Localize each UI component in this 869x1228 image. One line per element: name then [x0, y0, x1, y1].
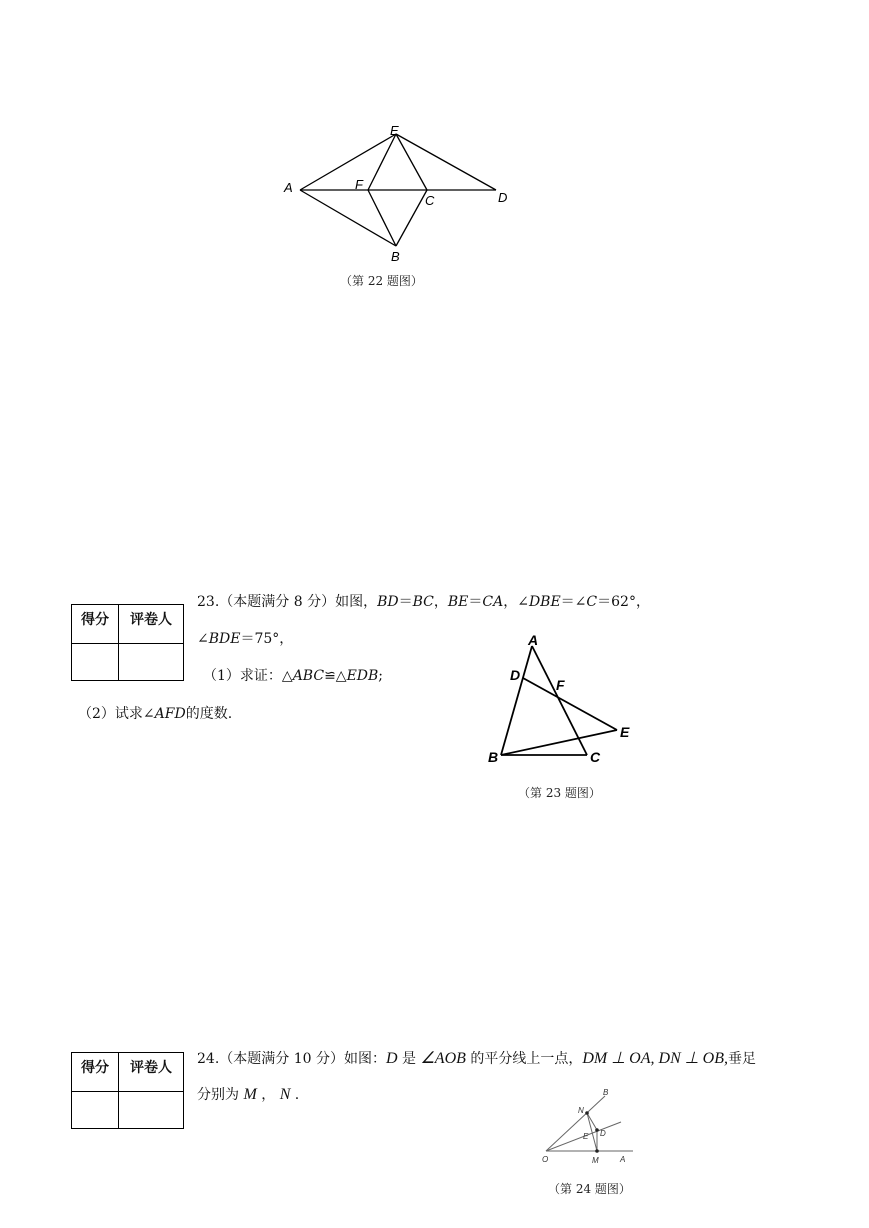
foot-text: 垂足: [728, 1051, 756, 1067]
fig24-label-e: E: [583, 1132, 589, 1141]
fig24-dot-m: [595, 1149, 599, 1153]
fig22-label-a: A: [284, 180, 293, 195]
q24-score-table: [71, 1052, 184, 1129]
fig24-label-n: N: [578, 1106, 584, 1115]
seg-be: BE: [447, 594, 469, 610]
figure-24: [536, 1084, 640, 1166]
fig23-label-d: D: [510, 667, 521, 683]
fig22-label-d: D: [498, 190, 508, 205]
figure-22-caption: （第 22 题图）: [340, 274, 423, 288]
eq-sign: ＝: [398, 594, 413, 610]
respectively-text: 分别为: [197, 1087, 244, 1103]
q24-grader-header: 评卷人: [119, 1053, 184, 1092]
q23-grader-header: 评卷人: [119, 605, 184, 644]
value-62: ＝62°，: [597, 594, 650, 610]
fig22-label-b: B: [391, 249, 400, 264]
point-d: D: [385, 1050, 398, 1067]
separator: ，: [433, 594, 448, 610]
figure-23-diagram: [484, 632, 640, 772]
figure-23-caption: （第 23 题图）: [518, 786, 601, 800]
part-2-prefix: （2）试求∠: [78, 706, 155, 722]
angle-aob: ∠AOB: [420, 1050, 466, 1067]
value-75: ＝75°，: [240, 631, 294, 647]
seg-bc: BC: [412, 594, 434, 610]
separator: ，: [256, 1087, 280, 1103]
semicolon: ;: [378, 668, 384, 684]
perpendicular-conditions: DM ⊥ OA, DN ⊥ OB,: [582, 1050, 728, 1067]
q23-heading: 23.（本题满分 8 分）如图，: [197, 594, 378, 610]
fig24-label-m: M: [592, 1156, 599, 1165]
eq-sign: ＝: [468, 594, 483, 610]
fig23-label-c: C: [590, 749, 601, 765]
q23-line-3: [203, 667, 383, 685]
figure-23: [484, 632, 640, 772]
fig24-dot-d: [595, 1128, 599, 1132]
fig22-label-e: E: [390, 123, 399, 138]
separator: ，∠: [503, 594, 529, 610]
fig23-label-a: A: [528, 632, 539, 648]
q23-grader-cell[interactable]: [119, 644, 184, 681]
angle-sign: ∠: [197, 631, 209, 647]
point-n: N: [279, 1086, 291, 1103]
figure-24-caption: （第 24 题图）: [548, 1182, 631, 1196]
congruent-sign: ≌△: [324, 668, 347, 684]
text-is: 是: [397, 1051, 421, 1067]
triangle-edb: EDB: [346, 668, 379, 684]
fig24-label-a: A: [620, 1155, 626, 1164]
q23-line-2: [197, 630, 293, 648]
q24-line-2: [197, 1086, 299, 1104]
q23-score-header: 得分: [72, 605, 119, 644]
angle-afd: AFD: [154, 706, 186, 722]
q24-heading: 24.（本题满分 10 分）如图：: [197, 1051, 386, 1067]
part-1-prefix: （1）求证：△: [203, 668, 293, 684]
fig24-label-o: O: [542, 1155, 549, 1164]
period: .: [290, 1087, 300, 1103]
fig24-dot-n: [585, 1111, 589, 1115]
fig22-label-c: C: [425, 193, 435, 208]
fig23-label-f: F: [556, 677, 565, 693]
fig23-label-e: E: [620, 724, 630, 740]
seg-bd: BD: [377, 594, 399, 610]
angle-dbe: DBE: [528, 594, 561, 610]
q23-line-4: [78, 705, 232, 723]
triangle-abc: ABC: [292, 668, 325, 684]
figure-22: [270, 118, 520, 268]
part-2-suffix: 的度数.: [185, 706, 233, 722]
q24-score-cell[interactable]: [72, 1092, 119, 1129]
seg-ca: CA: [482, 594, 504, 610]
q23-score-cell[interactable]: [72, 644, 119, 681]
fig24-label-d: D: [600, 1129, 606, 1138]
q24-grader-cell[interactable]: [119, 1092, 184, 1129]
point-m: M: [243, 1086, 257, 1103]
fig24-label-b: B: [603, 1088, 609, 1097]
q24-line-1: [197, 1050, 756, 1068]
angle-bde: BDE: [208, 631, 241, 647]
q23-line-1: [197, 593, 650, 611]
angle-c: C: [586, 594, 598, 610]
figure-24-diagram: [536, 1084, 640, 1166]
eq-sign: ＝∠: [560, 594, 587, 610]
fig23-label-b: B: [488, 749, 499, 765]
fig22-label-f: F: [355, 177, 363, 192]
q23-score-table: [71, 604, 184, 681]
q24-score-header: 得分: [72, 1053, 119, 1092]
figure-22-diagram: [270, 118, 520, 268]
bisector-text: 的平分线上一点，: [465, 1051, 583, 1067]
